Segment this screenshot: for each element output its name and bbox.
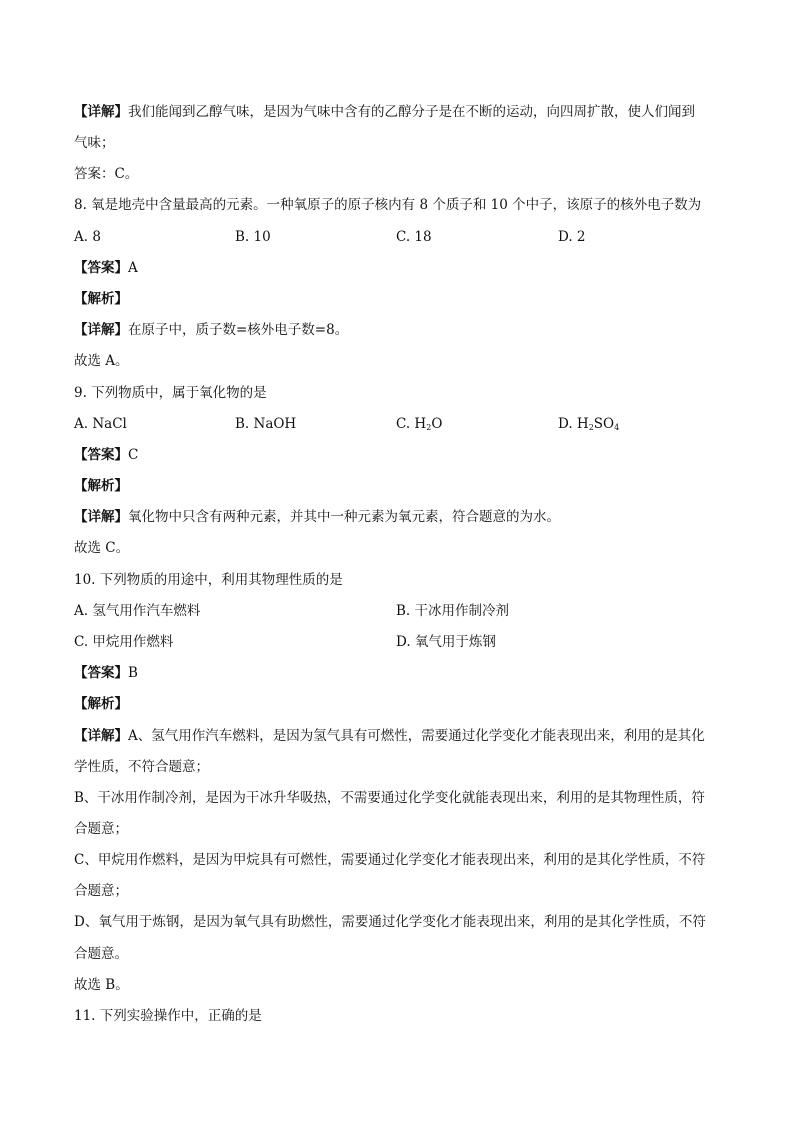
q10-detail-d-line2: 合题意。 — [74, 946, 128, 962]
q9-detail-text: 氧化物中只含有两种元素，并其中一种元素为氧元素，符合题意的为水。 — [128, 509, 560, 525]
q10-detail-b-line2: 合题意； — [74, 821, 128, 837]
q10-detail-c-line1: C、甲烷用作燃料，是因为甲烷具有可燃性，需要通过化学变化才能表现出来，利用的是其化学性质，不符 — [74, 852, 706, 868]
q10-detail-d-line1: D、氧气用于炼钢，是因为氧气具有助燃性，需要通过化学变化才能表现出来，利用的是其化学性质，不符 — [74, 914, 706, 930]
q9-option-d-subscript2: 4 — [614, 423, 620, 432]
q9-option-c-subscript: 2 — [426, 423, 432, 432]
q7-answer: 答案：C。 — [74, 166, 139, 182]
q7-detail-tag: 【详解】 — [74, 104, 128, 120]
q10-conclusion: 故选 B。 — [74, 977, 129, 993]
q11-stem: 11. 下列实验操作中，正确的是 — [74, 1008, 262, 1024]
q8-detail-text: 在原子中，质子数=核外电子数=8。 — [128, 322, 349, 338]
q8-detail-tag: 【详解】 — [74, 322, 128, 338]
q10-option-a: A. 氢气用作汽车燃料 — [74, 603, 201, 619]
q9-answer-value: C — [128, 447, 139, 463]
q10-answer-value: B — [128, 665, 138, 681]
q10-option-b: B. 干冰用作制冷剂 — [396, 603, 510, 619]
q9-stem: 9. 下列物质中，属于氧化物的是 — [74, 385, 267, 401]
q9-option-d — [558, 414, 619, 438]
q7-detail-text: 我们能闻到乙醇气味，是因为气味中含有的乙醇分子是在不断的运动，向四周扩散，使人们闻到 — [128, 104, 695, 120]
q9-option-d-mid: SO — [593, 416, 615, 432]
q10-detail-b-line1: B、干冰用作制冷剂，是因为干冰升华吸热，不需要通过化学变化就能表现出来，利用的是其物理性质，符 — [74, 790, 705, 806]
q9-detail-tag: 【详解】 — [74, 509, 128, 525]
q9-option-d-subscript1: 2 — [588, 423, 594, 432]
q10-answer-tag: 【答案】 — [74, 665, 128, 681]
q8-analysis-tag: 【解析】 — [74, 291, 128, 307]
q9-option-a: A. NaCl — [74, 416, 127, 432]
q8-option-c: C. 18 — [396, 229, 432, 245]
q9-option-c-prefix: C. H — [396, 416, 427, 432]
q10-detail-tag: 【详解】 — [74, 728, 128, 744]
q7-detail-line2: 气味； — [74, 135, 115, 151]
q8-conclusion: 故选 A。 — [74, 353, 129, 369]
q9-option-c-suffix: O — [431, 416, 443, 432]
q8-option-b: B. 10 — [235, 229, 271, 245]
q8-option-a: A. 8 — [74, 229, 101, 245]
q9-option-d-prefix: D. H — [558, 416, 589, 432]
q9-conclusion: 故选 C。 — [74, 540, 130, 556]
q9-analysis-tag: 【解析】 — [74, 478, 128, 494]
q7-detail-line1 — [74, 102, 695, 122]
q10-detail-a-line1 — [74, 726, 705, 746]
q8-option-d: D. 2 — [558, 229, 586, 245]
q10-answer — [74, 663, 138, 683]
q10-detail-a-text: A、氢气用作汽车燃料，是因为氢气具有可燃性，需要通过化学变化才能表现出来，利用的是其化 — [128, 728, 705, 744]
q8-answer — [74, 258, 138, 278]
q10-detail-c-line2: 合题意； — [74, 883, 128, 899]
q8-answer-value: A — [128, 260, 138, 276]
q9-option-b: B. NaOH — [235, 416, 297, 432]
q10-option-c: C. 甲烷用作燃料 — [74, 634, 174, 650]
q10-analysis-tag: 【解析】 — [74, 696, 128, 712]
q8-stem: 8. 氧是地壳中含量最高的元素。一种氧原子的原子核内有 8 个质子和 10 个中子，该原子的核外电子数为 — [74, 197, 702, 213]
q8-detail — [74, 320, 348, 340]
q9-answer — [74, 445, 138, 465]
q10-stem: 10. 下列物质的用途中，利用其物理性质的是 — [74, 572, 343, 588]
q9-option-c — [396, 414, 442, 438]
q10-detail-a-line2: 学性质，不符合题意； — [74, 759, 209, 775]
q9-detail — [74, 507, 560, 527]
q10-option-d: D. 氧气用于炼钢 — [396, 634, 496, 650]
q8-answer-tag: 【答案】 — [74, 260, 128, 276]
q9-answer-tag: 【答案】 — [74, 447, 128, 463]
